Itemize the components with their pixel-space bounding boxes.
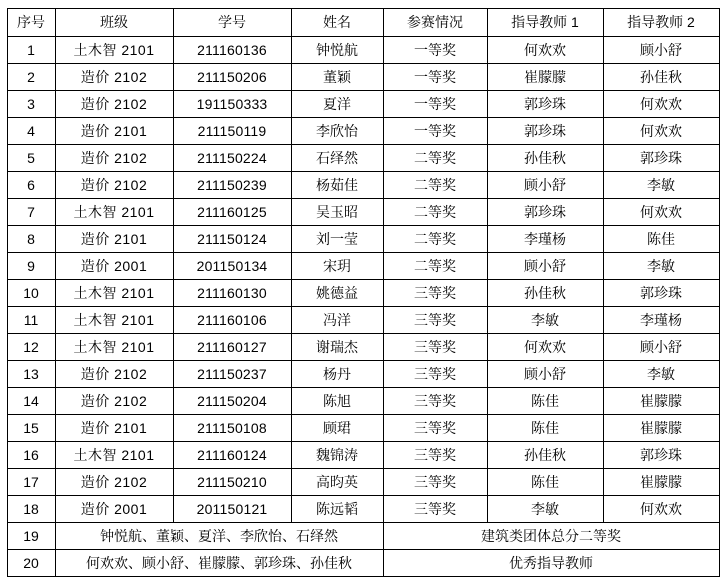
cell-no: 20 [7,550,55,577]
cell-no: 11 [7,307,55,334]
cell-student-id: 201150134 [173,253,291,280]
cell-teacher-2: 何欢欢 [603,496,719,523]
header-cell-teacher-2: 指导教师 2 [603,9,719,37]
cell-teacher-2: 孙佳秋 [603,64,719,91]
table-row [7,415,719,442]
cell-award: 三等奖 [383,442,487,469]
cell-no: 18 [7,496,55,523]
cell-student-id: 211160106 [173,307,291,334]
cell-no: 10 [7,280,55,307]
summary-row [7,523,719,550]
cell-class: 造价 2102 [55,388,173,415]
cell-name: 冯洋 [291,307,383,334]
cell-name: 杨茹佳 [291,172,383,199]
cell-teacher-2: 崔朦朦 [603,469,719,496]
header-cell-student-id: 学号 [173,9,291,37]
cell-name: 姚德益 [291,280,383,307]
table-row [7,253,719,280]
cell-student-id: 211160124 [173,442,291,469]
header-cell-award: 参赛情况 [383,9,487,37]
cell-award: 三等奖 [383,280,487,307]
table-row [7,37,719,64]
cell-teacher-2: 李敏 [603,361,719,388]
cell-no: 17 [7,469,55,496]
cell-class: 造价 2102 [55,172,173,199]
cell-team-members: 钟悦航、董颖、夏洋、李欣怡、石绎然 [55,523,383,550]
table-row [7,172,719,199]
cell-name: 顾珺 [291,415,383,442]
header-cell-class: 班级 [55,9,173,37]
table-row [7,280,719,307]
cell-student-id: 211150210 [173,469,291,496]
cell-class: 造价 2102 [55,64,173,91]
cell-student-id: 211150108 [173,415,291,442]
cell-teacher-2: 何欢欢 [603,91,719,118]
cell-award: 三等奖 [383,388,487,415]
table-row [7,334,719,361]
cell-teacher-2: 顾小舒 [603,37,719,64]
cell-teacher-1: 孙佳秋 [487,442,603,469]
cell-teacher-1: 崔朦朦 [487,64,603,91]
cell-class: 造价 2001 [55,496,173,523]
cell-award: 一等奖 [383,118,487,145]
cell-student-id: 211150119 [173,118,291,145]
table-row [7,145,719,172]
table-row [7,226,719,253]
cell-student-id: 211150204 [173,388,291,415]
cell-no: 12 [7,334,55,361]
cell-teacher-1: 陈佳 [487,388,603,415]
cell-no: 7 [7,199,55,226]
cell-teacher-2: 何欢欢 [603,118,719,145]
cell-name: 陈旭 [291,388,383,415]
cell-teacher-1: 李敏 [487,496,603,523]
cell-student-id: 211160127 [173,334,291,361]
cell-no: 3 [7,91,55,118]
cell-no: 9 [7,253,55,280]
cell-class: 土木智 2101 [55,199,173,226]
header-cell-teacher-1: 指导教师 1 [487,9,603,37]
cell-teacher-1: 孙佳秋 [487,145,603,172]
cell-award: 一等奖 [383,37,487,64]
cell-teacher-1: 陈佳 [487,469,603,496]
cell-name: 吴玉昭 [291,199,383,226]
cell-class: 造价 2101 [55,415,173,442]
cell-teacher-1: 何欢欢 [487,37,603,64]
cell-student-id: 211150224 [173,145,291,172]
cell-teacher-2: 崔朦朦 [603,415,719,442]
table-row [7,388,719,415]
cell-class: 造价 2102 [55,469,173,496]
cell-no: 8 [7,226,55,253]
cell-name: 陈远韬 [291,496,383,523]
cell-class: 土木智 2101 [55,334,173,361]
cell-teacher-1: 顾小舒 [487,172,603,199]
cell-teacher-2: 陈佳 [603,226,719,253]
cell-teacher-1: 李敏 [487,307,603,334]
cell-student-id: 201150121 [173,496,291,523]
cell-award: 二等奖 [383,145,487,172]
cell-student-id: 211160130 [173,280,291,307]
cell-name: 谢瑞杰 [291,334,383,361]
cell-teacher-1: 郭珍珠 [487,118,603,145]
award-table [7,8,720,577]
cell-award: 三等奖 [383,469,487,496]
cell-class: 土木智 2101 [55,307,173,334]
cell-no: 16 [7,442,55,469]
cell-no: 15 [7,415,55,442]
cell-student-id: 211150124 [173,226,291,253]
cell-award: 二等奖 [383,253,487,280]
cell-team-result: 优秀指导教师 [383,550,719,577]
cell-award: 三等奖 [383,361,487,388]
table-row [7,442,719,469]
table-row [7,361,719,388]
header-cell-no: 序号 [7,9,55,37]
cell-student-id: 211160125 [173,199,291,226]
cell-student-id: 191150333 [173,91,291,118]
cell-student-id: 211150206 [173,64,291,91]
cell-award: 三等奖 [383,307,487,334]
cell-no: 2 [7,64,55,91]
table-row [7,199,719,226]
cell-teacher-2: 崔朦朦 [603,388,719,415]
cell-teacher-1: 顾小舒 [487,253,603,280]
cell-no: 6 [7,172,55,199]
table-row [7,469,719,496]
header-cell-name: 姓名 [291,9,383,37]
cell-class: 造价 2101 [55,226,173,253]
cell-award: 二等奖 [383,199,487,226]
cell-teacher-2: 何欢欢 [603,199,719,226]
cell-class: 土木智 2101 [55,280,173,307]
cell-teacher-2: 郭珍珠 [603,442,719,469]
cell-name: 杨丹 [291,361,383,388]
cell-class: 造价 2102 [55,361,173,388]
cell-name: 宋玥 [291,253,383,280]
table-row [7,91,719,118]
cell-student-id: 211150237 [173,361,291,388]
cell-teacher-1: 陈佳 [487,415,603,442]
cell-class: 土木智 2101 [55,442,173,469]
cell-award: 三等奖 [383,334,487,361]
cell-class: 造价 2001 [55,253,173,280]
cell-name: 魏锦涛 [291,442,383,469]
cell-no: 13 [7,361,55,388]
cell-name: 刘一莹 [291,226,383,253]
cell-name: 石绎然 [291,145,383,172]
cell-no: 5 [7,145,55,172]
cell-name: 董颖 [291,64,383,91]
table-row [7,64,719,91]
cell-teacher-2: 李瑾杨 [603,307,719,334]
cell-no: 1 [7,37,55,64]
cell-teacher-1: 孙佳秋 [487,280,603,307]
cell-name: 高昀英 [291,469,383,496]
cell-teacher-1: 顾小舒 [487,361,603,388]
cell-award: 二等奖 [383,226,487,253]
cell-teacher-1: 何欢欢 [487,334,603,361]
cell-teacher-1: 李瑾杨 [487,226,603,253]
cell-teacher-2: 李敏 [603,172,719,199]
table-row [7,118,719,145]
cell-name: 钟悦航 [291,37,383,64]
cell-class: 造价 2101 [55,118,173,145]
cell-teacher-2: 顾小舒 [603,334,719,361]
cell-no: 14 [7,388,55,415]
cell-team-result: 建筑类团体总分二等奖 [383,523,719,550]
cell-student-id: 211160136 [173,37,291,64]
cell-award: 二等奖 [383,172,487,199]
cell-teacher-1: 郭珍珠 [487,91,603,118]
cell-award: 三等奖 [383,496,487,523]
cell-no: 19 [7,523,55,550]
cell-team-members: 何欢欢、顾小舒、崔朦朦、郭珍珠、孙佳秋 [55,550,383,577]
cell-name: 李欣怡 [291,118,383,145]
cell-teacher-2: 郭珍珠 [603,280,719,307]
cell-teacher-1: 郭珍珠 [487,199,603,226]
cell-no: 4 [7,118,55,145]
cell-award: 一等奖 [383,91,487,118]
header-row [7,9,719,37]
cell-class: 造价 2102 [55,91,173,118]
table-body [7,37,719,577]
table-header [7,9,719,37]
table-row [7,307,719,334]
cell-student-id: 211150239 [173,172,291,199]
cell-name: 夏洋 [291,91,383,118]
table-row [7,496,719,523]
cell-teacher-2: 李敏 [603,253,719,280]
cell-class: 土木智 2101 [55,37,173,64]
cell-award: 三等奖 [383,415,487,442]
summary-row [7,550,719,577]
cell-award: 一等奖 [383,64,487,91]
cell-teacher-2: 郭珍珠 [603,145,719,172]
cell-class: 造价 2102 [55,145,173,172]
